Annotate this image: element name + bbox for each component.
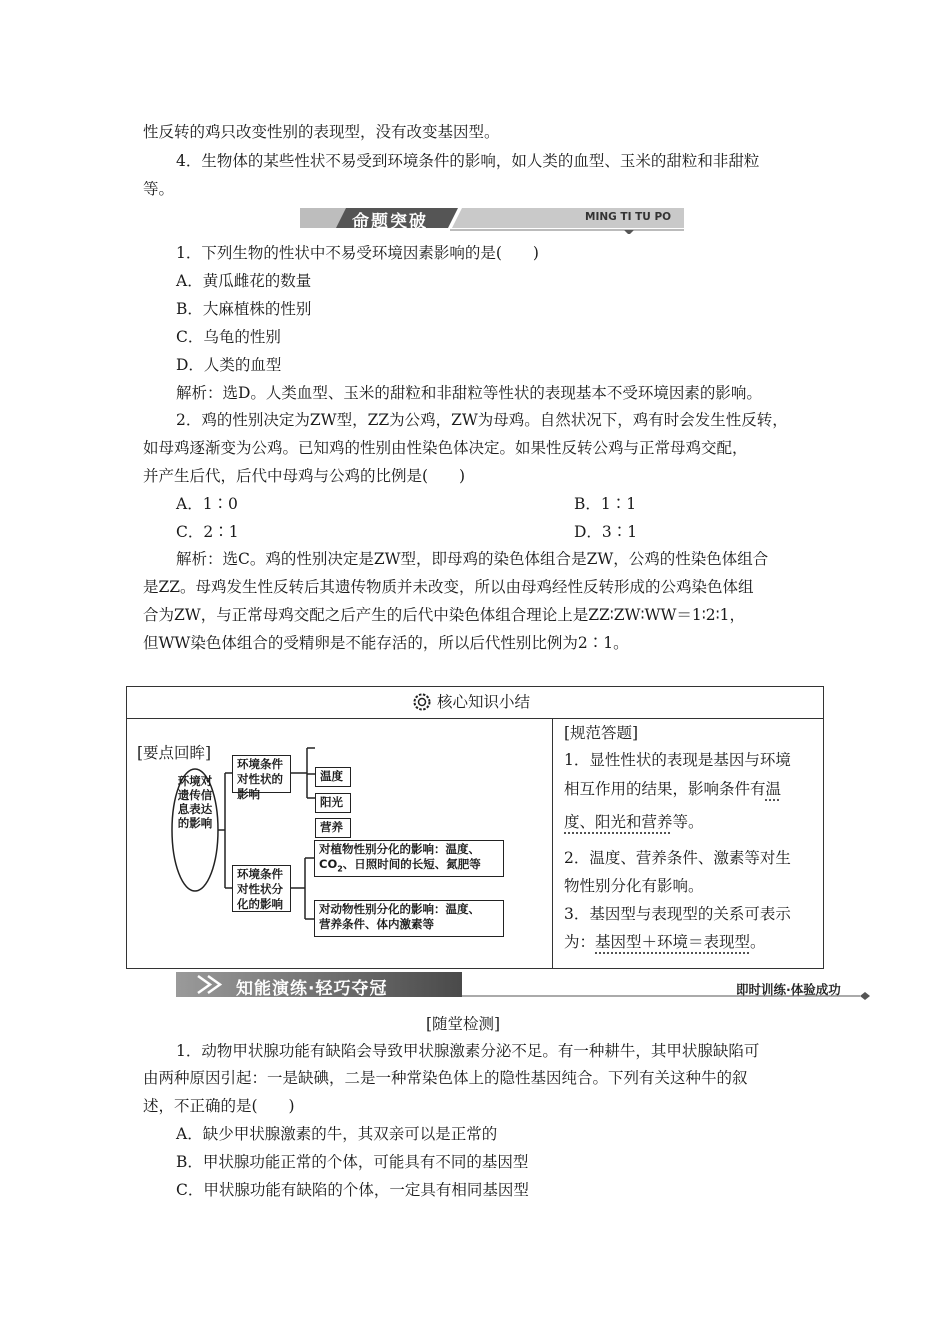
section-heading: [随堂检测] — [426, 1015, 501, 1033]
option-d: D．人类的血型 — [176, 356, 282, 374]
mindmap-branch-2: 环境条件对性状分化的影响 — [232, 865, 291, 912]
question-stem: 如母鸡逐渐变为公鸡。已知鸡的性别由性染色体决定。如果性反转公鸡与正常母鸡交配， — [143, 439, 748, 457]
answer-line: 3．基因型与表现型的关系可表示 — [564, 905, 791, 923]
right-heading: [规范答题] — [564, 724, 639, 742]
question-stem: 1．动物甲状腺功能有缺陷会导致甲状腺激素分泌不足。有一种耕牛，其甲状腺缺陷可 — [176, 1042, 760, 1060]
leaf-text: 对植物性别分化的影响：温度、 — [319, 842, 480, 856]
question-stem: 由两种原因引起：一是缺碘，二是一种常染色体上的隐性基因纯合。下列有关这种牛的叙 — [143, 1069, 748, 1087]
leaf-text: $CO_2$、日照时间的长短、氮肥等 — [319, 857, 481, 874]
question-stem: 2．鸡的性别决定为ZW型，ZZ为公鸡，ZW为母鸡。自然状况下，鸡有时会发生性反转， — [176, 411, 788, 429]
mindmap-root: 环境对遗传信息表达的影响 — [177, 774, 213, 830]
option-a: A．1∶0 — [176, 495, 238, 513]
mindmap-leaf-temperature: 温度 — [315, 767, 351, 787]
mindmap-branch-1: 环境条件对性状的影响 — [232, 755, 291, 793]
option-d: D．3∶1 — [574, 523, 638, 541]
answer-analysis: 解析：选C。鸡的性别决定是ZW型，即母鸡的染色体组合是ZW，公鸡的性染色体组合 — [176, 550, 769, 568]
answer-line: 1．显性性状的表现是基因与环境 — [564, 751, 791, 769]
text-line: 等。 — [143, 180, 175, 198]
answer-line: 为：基因型＋环境＝表现型。 — [564, 933, 766, 951]
option-a: A．黄瓜雌花的数量 — [176, 272, 312, 290]
mindmap-leaf-animal — [314, 900, 504, 937]
answer-analysis: 解析：选D。人类血型、玉米的甜粒和非甜粒等性状的表现基本不受环境因素的影响。 — [176, 384, 762, 402]
answer-line: 2．温度、营养条件、激素等对生 — [564, 849, 791, 867]
option-c: C．乌龟的性别 — [176, 328, 281, 346]
text-line: 性反转的鸡只改变性别的表现型，没有改变基因型。 — [143, 123, 500, 141]
banner-right-text: 即时训练·体验成功 — [736, 982, 841, 997]
summary-header — [127, 687, 823, 719]
option-c: C．2∶1 — [176, 523, 239, 541]
summary-box — [126, 686, 824, 969]
answer-analysis: 但WW染色体组合的受精卵是不能存活的，所以后代性别比例为2∶1。 — [143, 634, 629, 652]
option-a: A．缺少甲状腺激素的牛，其双亲可以是正常的 — [176, 1125, 498, 1143]
mindmap-leaf-plant — [314, 840, 504, 877]
option-b: B．大麻植株的性别 — [176, 300, 312, 318]
section-banner-zhineng — [176, 970, 870, 1002]
answer-line: 度、阳光和营养等。 — [564, 813, 704, 831]
question-stem: 1．下列生物的性状中不易受环境因素影响的是( ) — [176, 244, 539, 262]
gear-icon — [413, 693, 431, 711]
leaf-text: 对动物性别分化的影响：温度、 — [319, 902, 480, 916]
answer-analysis: 是ZZ。母鸡发生性反转后其遗传物质并未改变，所以由母鸡经性反转形成的公鸡染色体组 — [143, 578, 754, 596]
summary-title: 核心知识小结 — [437, 693, 531, 711]
banner-subtitle: MING TI TU PO — [585, 211, 672, 223]
left-heading: [要点回眸] — [137, 744, 212, 762]
option-b: B．1∶1 — [574, 495, 637, 513]
answer-line: 相互作用的结果，影响条件有温 — [564, 780, 782, 798]
option-b: B．甲状腺功能正常的个体，可能具有不同的基因型 — [176, 1153, 529, 1171]
banner-title: 知能演练·轻巧夺冠 — [236, 979, 388, 999]
mindmap-leaf-sunlight: 阳光 — [315, 793, 351, 813]
banner-title: 命题突破 — [352, 212, 428, 232]
section-banner-mingti — [300, 204, 684, 234]
answer-analysis: 合为ZW，与正常母鸡交配之后产生的后代中染色体组合理论上是ZZ∶ZW∶WW＝1∶2∶1， — [143, 606, 746, 624]
divider — [552, 718, 553, 968]
question-stem: 述，不正确的是( ) — [143, 1097, 295, 1115]
answer-line: 物性别分化有影响。 — [564, 877, 704, 895]
option-c: C．甲状腺功能有缺陷的个体，一定具有相同基因型 — [176, 1181, 529, 1199]
question-stem: 并产生后代，后代中母鸡与公鸡的比例是( ) — [143, 467, 466, 485]
text-line: 4．生物体的某些性状不易受到环境条件的影响，如人类的血型、玉米的甜粒和非甜粒 — [176, 152, 760, 170]
leaf-text: 营养条件、体内激素等 — [319, 917, 434, 931]
mindmap-leaf-nutrition: 营养 — [315, 818, 351, 838]
